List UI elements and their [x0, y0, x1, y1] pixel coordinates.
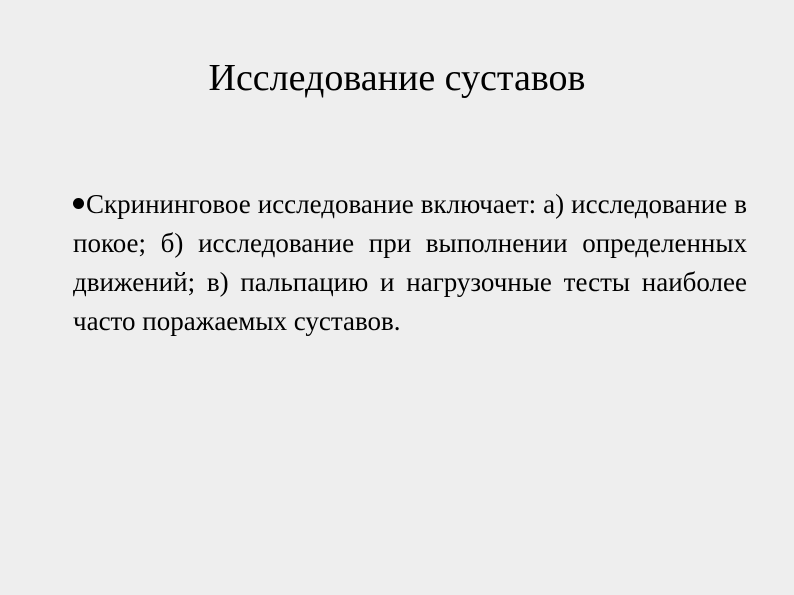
slide-body-list: [73, 185, 747, 341]
bullet-icon: [73, 198, 84, 209]
slide-title: Исследование суставов: [208, 57, 586, 99]
bullet-text: Скрининговое исследование включает: а) исследование в покое; б) исследование при выполнении определенных движений; в) пальпацию и нагрузочные тесты наиболее часто поражаемых суставов.: [73, 189, 747, 336]
list-item: [73, 185, 747, 341]
